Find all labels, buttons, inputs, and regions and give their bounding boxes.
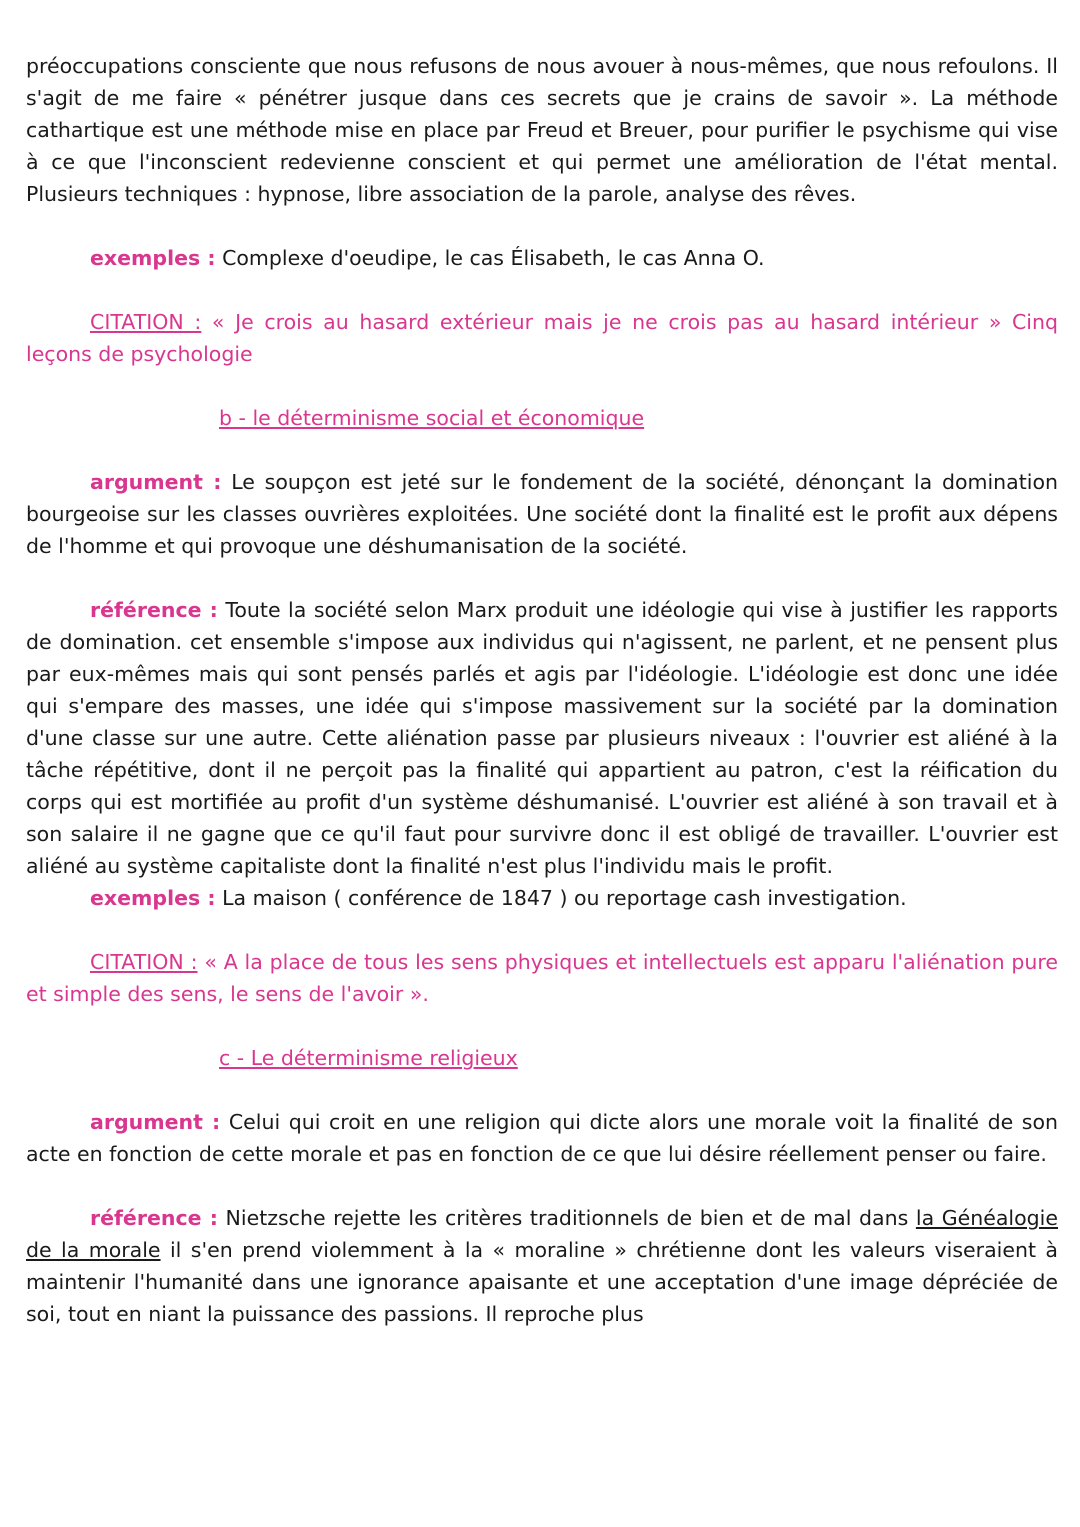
document-page xyxy=(26,50,1058,1330)
citation-label: CITATION : xyxy=(90,310,202,334)
argument-label: argument : xyxy=(90,470,222,494)
examples-label: exemples : xyxy=(90,886,216,910)
citation-marx xyxy=(26,946,1058,1010)
argument-text: Le soupçon est jeté sur le fondement de la société, dénonçant la domination bourgeoise sur les classes ouvrières exploitées. Une société dont la finalité est le profit aux dépens de l'homme et qui provoque une déshumanisation de la société. xyxy=(26,470,1058,558)
reference-nietzsche xyxy=(26,1202,1058,1330)
argument-label: argument : xyxy=(90,1110,221,1134)
examples-marx xyxy=(26,882,1058,914)
examples-label: exemples : xyxy=(90,246,216,270)
examples-text: Complexe d'oeudipe, le cas Élisabeth, le cas Anna O. xyxy=(215,246,765,270)
spacer xyxy=(26,1074,1058,1106)
spacer xyxy=(26,434,1058,466)
reference-label: référence : xyxy=(90,1206,218,1230)
section-heading-b: b - le déterminisme social et économique xyxy=(219,406,645,430)
spacer xyxy=(26,562,1058,594)
citation-label: CITATION : xyxy=(90,950,198,974)
book-title: la Généalogie de la morale xyxy=(26,1206,1058,1262)
section-heading-c: c - Le déterminisme religieux xyxy=(219,1046,518,1070)
examples-text: La maison ( conférence de 1847 ) ou reportage cash investigation. xyxy=(215,886,907,910)
reference-text: Toute la société selon Marx produit une idéologie qui vise à justifier les rapports de domination. cet ensemble s'impose aux individus qui n'agissent, ne parlent, et ne pensent plus par eux-mêmes mais qui sont pensés parlés et agis par l'idéologie. L'idéologie est donc une idée qui s'empare des masses, une idée qui s'impose massivement sur la société par la domination d'une classe sur une autre. Cette aliénation passe par plusieurs niveaux : l'ouvrier est aliéné à la tâche répétitive, dont il ne perçoit pas la finalité qui appartient au patron, c'est la réification du corps qui est mortifiée au profit d'un système déshumanisé. L'ouvrier est aliéné à son travail et à son salaire il ne gagne que ce qu'il faut pour survivre donc il est obligé de travailler. L'ouvrier est aliéné au système capitaliste dont la finalité n'est plus l'individu mais le profit. xyxy=(26,598,1058,878)
spacer xyxy=(26,210,1058,242)
reference-marx xyxy=(26,594,1058,882)
spacer xyxy=(26,274,1058,306)
examples-freud xyxy=(26,242,1058,274)
reference-text-after: il s'en prend violemment à la « moraline » chrétienne dont les valeurs viseraient à maintenir l'humanité dans une ignorance apaisante et une acceptation d'une image dépréciée de soi, tout en niant la puissance des passions. Il reproche plus xyxy=(26,1238,1058,1326)
spacer xyxy=(26,914,1058,946)
argument-text: Celui qui croit en une religion qui dicte alors une morale voit la finalité de son acte en fonction de cette morale et pas en fonction de ce que lui désire réellement penser ou faire. xyxy=(26,1110,1058,1166)
spacer xyxy=(26,1010,1058,1042)
argument-religion xyxy=(26,1106,1058,1170)
spacer xyxy=(26,370,1058,402)
citation-freud xyxy=(26,306,1058,370)
spacer xyxy=(26,1170,1058,1202)
citation-quote: « A la place de tous les sens physiques et intellectuels est apparu l'aliénation pure et simple des sens, le sens de l'avoir ». xyxy=(26,950,1058,1006)
reference-text-before: Nietzsche rejette les critères traditionnels de bien et de mal dans xyxy=(217,1206,916,1230)
paragraph-freud-intro: préoccupations consciente que nous refusons de nous avouer à nous-mêmes, que nous refoulons. Il s'agit de me faire « pénétrer jusque dans ces secrets que je crains de savoir ». La méthode cathartique est une méthode mise en place par Freud et Breuer, pour purifier le psychisme qui vise à ce que l'inconscient redevienne conscient et qui permet une amélioration de l'état mental. Plusieurs techniques : hypnose, libre association de la parole, analyse des rêves. xyxy=(26,54,1058,206)
argument-marx xyxy=(26,466,1058,562)
reference-label: référence : xyxy=(90,598,218,622)
citation-quote: « Je crois au hasard extérieur mais je ne crois pas au hasard intérieur » Cinq leçons de psychologie xyxy=(26,310,1058,366)
